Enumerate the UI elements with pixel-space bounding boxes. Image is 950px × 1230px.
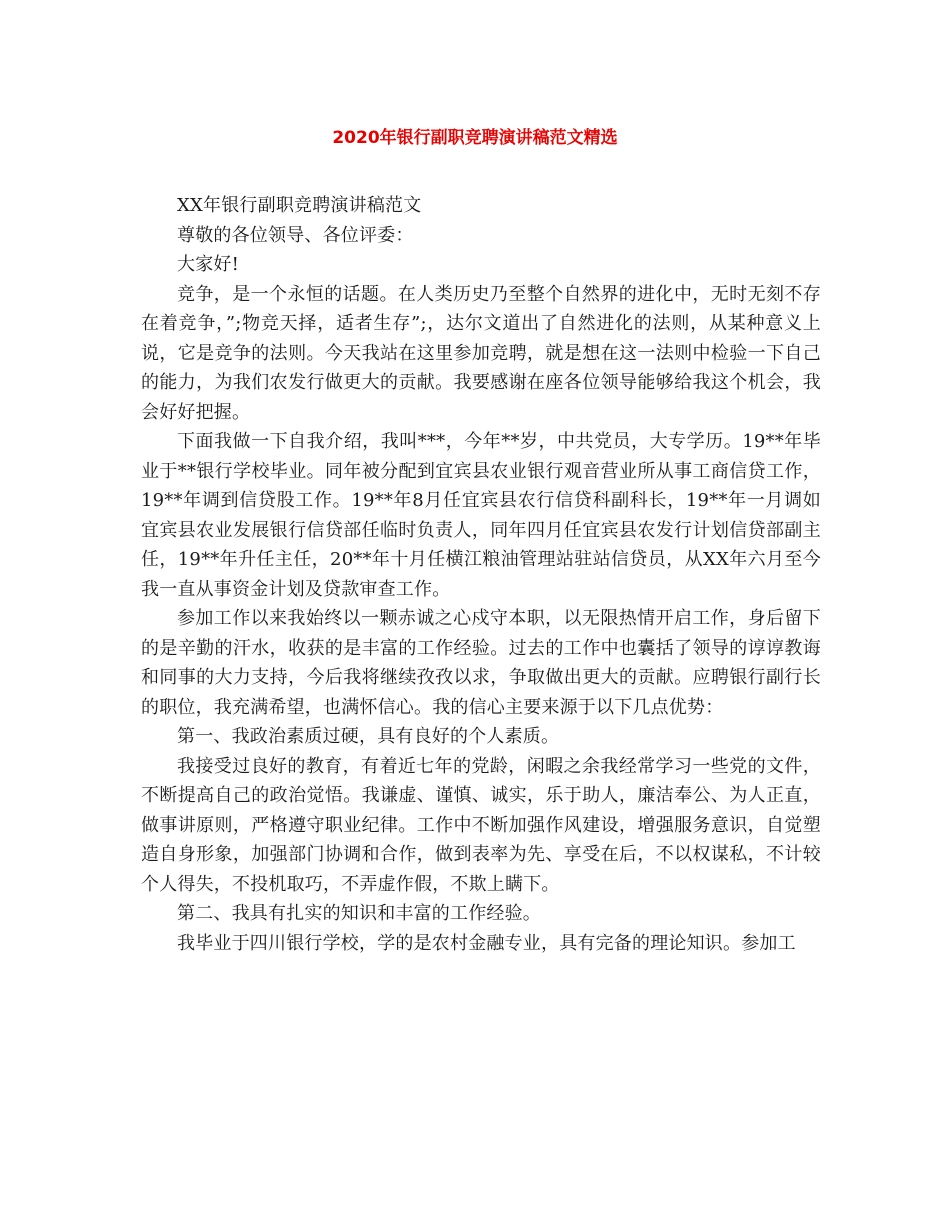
document-body: [141, 191, 821, 958]
paragraph: 参加工作以来我始终以一颗赤诚之心戍守本职，以无限热情开启工作，身后留下的是辛勤的汗水，收获的是丰富的工作经验。过去的工作中也囊括了领导的谆谆教诲和同事的大力支持，今后我将继续孜孜以求，争取做出更大的贡献。应聘银行副行长的职位，我充满希望，也满怀信心。我的信心主要来源于以下几点优势：: [141, 608, 821, 718]
paragraph: 下面我做一下自我介绍，我叫***，今年**岁，中共党员，大专学历。19**年毕业于**银行学校毕业。同年被分配到宜宾县农业银行观音营业所从事工商信贷工作，19**年调到信贷股工作。19**年8月任宜宾县农行信贷科副科长，19**年一月调如宜宾县农业发展银行信贷部任临时负责人，同年四月任宜宾县农发行计划信贷部副主任，19**年升任主任，20**年十月任横江粮油管理站驻站信贷员，从XX年六月至今我一直从事资金计划及贷款审查工作。: [141, 431, 821, 600]
paragraph: 我毕业于四川银行学校，学的是农村金融专业，具有完备的理论知识。参加工: [177, 932, 796, 954]
document-title: 2020年银行副职竞聘演讲稿范文精选: [332, 128, 618, 148]
paragraph: 竞争，是一个永恒的话题。在人类历史乃至整个自然界的进化中，无时无刻不存在着竞争，”;物竞天择，适者生存”;，达尔文道出了自然进化的法则，从某种意义上说，它是竞争的法则。今天我站在这里参加竞聘，就是想在这一法则中检验一下自己的能力，为我们农发行做更大的贡献。我要感谢在座各位领导能够给我这个机会，我会好好把握。: [141, 283, 821, 423]
paragraph: 第一、我政治素质过硬，具有良好的个人素质。: [177, 726, 560, 747]
paragraph: 我接受过良好的教育，有着近七年的党龄，闲暇之余我经常学习一些党的文件，不断提高自己的政治觉悟。我谦虚、谨慎、诚实，乐于助人，廉洁奉公、为人正直，做事讲原则，严格遵守职业纪律。工作中不断加强作风建设，增强服务意识，自觉塑造自身形象，加强部门协调和合作，做到表率为先、享受在后，不以权谋私，不计较个人得失，不投机取巧，不弄虚作假，不欺上瞒下。: [141, 755, 821, 895]
paragraph: 尊敬的各位领导、各位评委：: [177, 224, 414, 246]
paragraph: 第二、我具有扎实的知识和丰富的工作经验。: [177, 903, 541, 924]
paragraph: 大家好!: [177, 254, 240, 275]
paragraph: XX年银行副职竞聘演讲稿范文: [177, 195, 422, 216]
